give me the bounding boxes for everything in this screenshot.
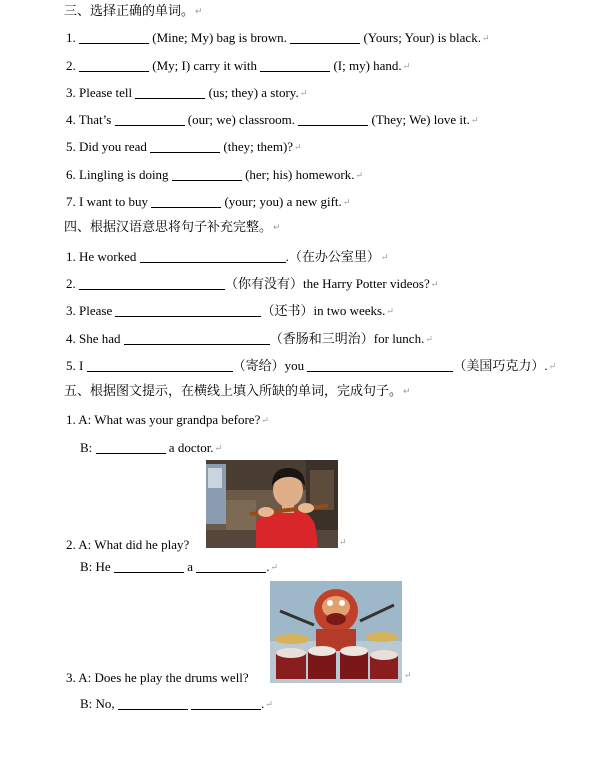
answer-blank[interactable] bbox=[115, 304, 261, 317]
text-segment: .（在办公室里） bbox=[285, 249, 380, 264]
answer-blank[interactable] bbox=[87, 359, 233, 372]
text-segment: 3. Please bbox=[66, 303, 113, 318]
section-5-title bbox=[64, 384, 411, 400]
s3-question-6 bbox=[66, 167, 363, 183]
paragraph-mark: ↵ bbox=[380, 252, 389, 262]
paragraph-mark: ↵ bbox=[425, 334, 433, 344]
text-segment: a doctor. bbox=[168, 440, 214, 455]
paragraph-mark: ↵ bbox=[294, 142, 302, 152]
text-segment: （你有没有）the Harry Potter videos? bbox=[225, 276, 430, 291]
s4-question-5 bbox=[66, 358, 556, 374]
text-segment: 2. bbox=[66, 276, 76, 291]
answer-blank[interactable] bbox=[114, 560, 184, 573]
paragraph-mark: ↵ bbox=[342, 197, 351, 207]
text-segment: . bbox=[266, 559, 270, 574]
boy-playing-flute-photo bbox=[206, 460, 338, 548]
text-segment: (us; they) a story. bbox=[208, 85, 299, 100]
paragraph-mark: ↵ bbox=[470, 115, 479, 125]
text-segment: 7. I want to buy bbox=[66, 194, 148, 209]
text-segment: （香肠和三明治）for lunch. bbox=[269, 331, 425, 346]
s3-question-4 bbox=[66, 112, 478, 128]
answer-blank[interactable] bbox=[290, 31, 360, 44]
answer-blank[interactable] bbox=[96, 441, 166, 454]
s3-question-5 bbox=[66, 139, 302, 155]
text-segment: （寄给）you bbox=[232, 358, 305, 373]
text-segment: (Mine; My) bag is brown. bbox=[152, 30, 287, 45]
text-segment: B: He bbox=[80, 559, 111, 574]
paragraph-mark: ↵ bbox=[339, 537, 347, 547]
text-segment: （还书）in two weeks. bbox=[261, 303, 386, 318]
text-segment: 1. A: What was your grandpa before? bbox=[66, 412, 261, 427]
paragraph-mark: ↵ bbox=[386, 306, 394, 316]
s5-question-1b bbox=[80, 440, 222, 456]
text-segment: 4. That’s bbox=[66, 112, 112, 127]
text-segment: B: No, bbox=[80, 696, 115, 711]
s4-question-1 bbox=[66, 249, 388, 265]
s5-question-2b bbox=[80, 559, 278, 575]
answer-blank[interactable] bbox=[115, 113, 185, 126]
text-segment: (I; my) hand. bbox=[333, 58, 402, 73]
paragraph-mark: ↵ bbox=[214, 443, 223, 453]
s3-question-2 bbox=[66, 58, 410, 74]
text-segment: (they; them)? bbox=[223, 139, 294, 154]
text-segment: 3. Please tell bbox=[66, 85, 133, 100]
text-segment: 1. bbox=[66, 30, 76, 45]
answer-blank[interactable] bbox=[196, 560, 266, 573]
paragraph-mark: ↵ bbox=[402, 61, 411, 71]
answer-blank[interactable] bbox=[79, 277, 225, 290]
answer-blank[interactable] bbox=[140, 250, 286, 263]
answer-blank[interactable] bbox=[124, 332, 270, 345]
text-segment: (her; his) homework. bbox=[245, 167, 355, 182]
paragraph-mark: ↵ bbox=[548, 361, 557, 371]
answer-blank[interactable] bbox=[307, 359, 453, 372]
paragraph-mark: ↵ bbox=[404, 670, 412, 680]
text-segment: 四、根据汉语意思将句子补充完整。 bbox=[64, 220, 273, 235]
text-segment: . bbox=[261, 696, 265, 711]
paragraph-mark: ↵ bbox=[265, 699, 273, 709]
s5-question-1a bbox=[66, 412, 269, 428]
paragraph-mark: ↵ bbox=[273, 223, 281, 233]
s3-question-7 bbox=[66, 194, 350, 210]
text-segment: 五、根据图文提示，在横线上填入所缺的单词，完成句子。 bbox=[64, 384, 403, 399]
answer-blank[interactable] bbox=[118, 697, 188, 710]
answer-blank[interactable] bbox=[135, 86, 205, 99]
text-segment: 6. Lingling is doing bbox=[66, 167, 169, 182]
paragraph-mark: ↵ bbox=[355, 170, 363, 180]
text-segment: 2. bbox=[66, 58, 76, 73]
text-segment: 1. He worked bbox=[66, 249, 137, 264]
answer-blank[interactable] bbox=[79, 59, 149, 72]
text-segment: 2. A: What did he play? bbox=[66, 537, 190, 552]
s3-question-1 bbox=[66, 30, 490, 46]
s3-question-3 bbox=[66, 85, 307, 101]
section-4-title bbox=[64, 220, 281, 236]
section-3-title bbox=[64, 4, 203, 20]
answer-blank[interactable] bbox=[79, 31, 149, 44]
text-segment: 5. I bbox=[66, 358, 84, 373]
text-segment: (They; We) love it. bbox=[371, 112, 470, 127]
text-segment: 三、选择正确的单词。 bbox=[64, 4, 195, 19]
text-segment: 5. Did you read bbox=[66, 139, 147, 154]
paragraph-mark: ↵ bbox=[261, 415, 269, 425]
paragraph-mark: ↵ bbox=[299, 88, 308, 98]
answer-blank[interactable] bbox=[150, 140, 220, 153]
answer-blank[interactable] bbox=[172, 168, 242, 181]
s5-question-3b bbox=[80, 696, 273, 712]
answer-blank[interactable] bbox=[151, 195, 221, 208]
s4-question-2 bbox=[66, 276, 438, 292]
s4-question-4 bbox=[66, 331, 433, 347]
paragraph-mark: ↵ bbox=[270, 562, 279, 572]
answer-blank[interactable] bbox=[260, 59, 330, 72]
text-segment: a bbox=[187, 559, 193, 574]
text-segment: (our; we) classroom. bbox=[187, 112, 295, 127]
text-segment: 4. She had bbox=[66, 331, 121, 346]
s5-question-2a bbox=[66, 537, 189, 553]
s4-question-3 bbox=[66, 303, 394, 319]
paragraph-mark: ↵ bbox=[481, 33, 490, 43]
text-segment: 3. A: Does he play the drums well? bbox=[66, 670, 249, 685]
answer-blank[interactable] bbox=[298, 113, 368, 126]
paragraph-mark: ↵ bbox=[195, 7, 203, 17]
text-segment: B: bbox=[80, 440, 93, 455]
muppet-drummer-photo bbox=[270, 581, 402, 683]
text-segment: (My; I) carry it with bbox=[152, 58, 257, 73]
answer-blank[interactable] bbox=[191, 697, 261, 710]
text-segment: (your; you) a new gift. bbox=[224, 194, 342, 209]
text-segment: (Yours; Your) is black. bbox=[363, 30, 481, 45]
s5-question-3a bbox=[66, 670, 249, 686]
text-segment: （美国巧克力）. bbox=[453, 358, 548, 373]
paragraph-mark: ↵ bbox=[430, 279, 439, 289]
paragraph-mark: ↵ bbox=[403, 387, 411, 397]
